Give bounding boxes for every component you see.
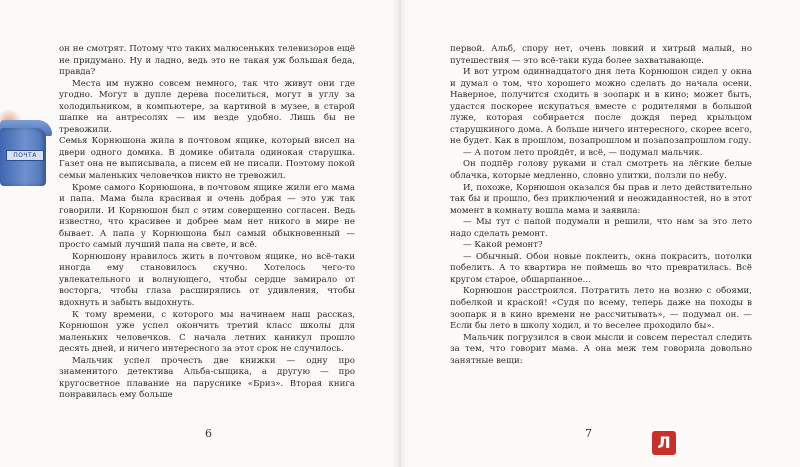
mailbox-label: ПОЧТА <box>6 150 44 161</box>
paragraph: К тому времени, с которого мы начинаем наш рассказ, Корнюшон уже успел окончить третий класс школы для маленьких человечков. С начала летних каникул прошло десять дней, и ничего интересного за этот срок не случилось. <box>59 309 355 355</box>
page-number-right: 7 <box>585 427 592 440</box>
paragraph: Корнюшон расстроился. Потратить лето на возню с обоями, побелкой и краской! «Судя по всему, теперь даже на походы в зоопарк и в кино времени не рассчитывать», — подумал он. — Если бы лето в школу ходил, и то веселее проходило бы». <box>450 286 752 332</box>
paragraph: первой. Альб, спору нет, очень ловкий и хитрый малый, но путешествия — это всё-таки куда более захватывающе. <box>450 44 752 66</box>
paragraph: Он подпёр голову руками и стал смотреть на лёгкие белые облачка, которые медленно, словно улитки, ползли по небу. <box>450 159 752 182</box>
left-page-text <box>59 44 355 402</box>
paragraph: Мальчик погрузился в свои мысли и совсем перестал следить за тем, что говорит мама. А она меж тем говорила довольно занятные вещи: <box>450 332 752 366</box>
paragraph: Кроме самого Корнюшона, в почтовом ящике жили его мама и папа. Мама была красивая и очень добрая — это уж так говорили. И Корнюшон был с этим совершенно согласен. Ведь известно, что красивее и добрее мам нет никого в мире не бывает. А папа у Корнюшона был самый обыкновенный — просто самый лучший папа на свете, и всё. <box>59 182 355 251</box>
paragraph: — Какой ремонт? <box>463 240 543 251</box>
paragraph: — Обычный. Обои новые поклеить, окна покрасить, потолки побелить. А то квартира не поймешь во что превратилась. Всё кругом старое, обшарпанное… <box>450 251 752 285</box>
right-page-text <box>450 44 752 367</box>
paragraph: И, похоже, Корнюшон оказался бы прав и лето действительно так бы и прошло, без приключений и неожиданностей, но в этот момент в комнату вошла мама и заявила: <box>450 182 752 216</box>
paragraph: Корнюшону нравилось жить в почтовом ящике, но всё-таки иногда ему становилось скучно. Хотелось чего-то увлекательного и волнующего, чтобы сердце замирало от восторга, чтобы глаза расширялись от удивления, чтобы вдохнуть и забыть выдохнуть. <box>59 251 355 309</box>
paragraph: Мальчик успел прочесть две книжки — одну про знаменитого детектива Альба-сыщика, а другую — про кругосветное плавание на паруснике «Бриз». Вторая книга понравилась ему больше <box>59 355 355 401</box>
paragraph: — Мы тут с папой подумали и решили, что нам за это лето надо сделать ремонт. <box>450 217 752 239</box>
paragraph: Места им нужно совсем немного, так что живут они где угодно. Могут в дупле дерева поселиться, могут в углу за холодильником, в компьютере, за картиной в музее, в старой шапке на антресолях — им везде удобно. Лишь бы не тревожили. <box>59 78 355 135</box>
paragraph: И вот утром одиннадцатого дня лета Корнюшон сидел у окна и думал о том, что хорошего можно сделать до начала осени. Наверное, получится сходить в зоопарк и в кино; может быть, удастся поскорее искупаться вместе с родителями в большой луже, которая собирается после дождя перед крыльцом старушкиного дома. А больше ничего интересного, скорее всего, не будет. Как в прошлом, позапрошлом и позапозапрошлом году. <box>450 67 752 147</box>
paragraph: — А потом лето пройдёт, и всё, — подумал мальчик. <box>463 147 703 158</box>
page-number-left: 6 <box>205 427 212 440</box>
paragraph: он не смотрят. Потому что таких малюсеньких телевизоров ещё не придумано. Ну и ладно, ведь это не такая уж большая беда, правда? <box>59 44 355 78</box>
paragraph: Семья Корнюшона жила в почтовом ящике, который висел на двери одного домика. В домике обитала одинокая старушка. Газет она не выписывала, а писем ей не писали. Поэтому покой семьи маленьких человечков никто не тревожил. <box>59 136 355 182</box>
mailbox-illustration <box>0 108 60 186</box>
book-gutter <box>392 0 408 467</box>
publisher-logo: Л <box>652 431 676 455</box>
